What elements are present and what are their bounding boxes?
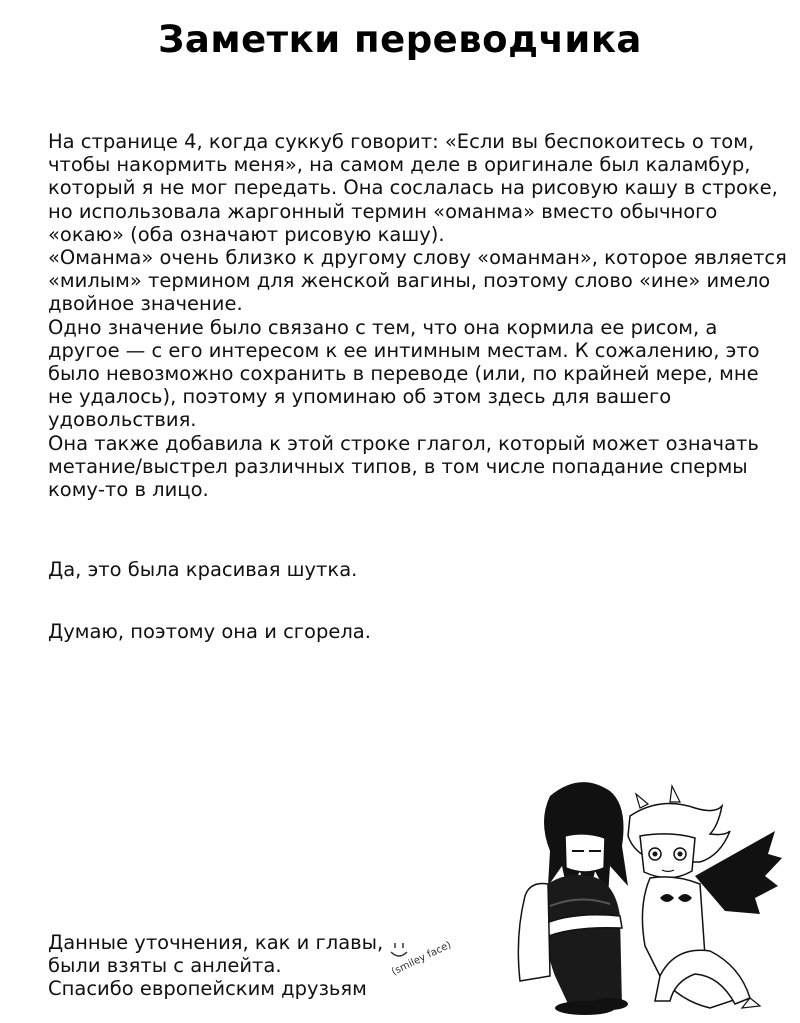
- note-paragraph-2: «Оманма» очень близко к другому слову «оманман», которое является «милым» термином для женской вагины, поэтому слово «ине» имело двойное значение.: [48, 246, 787, 316]
- note-paragraph-4: Она также добавила к этой строке глагол, который может означать метание/выстрел различных типов, в том числе попадание спермы кому-то в лицо.: [48, 431, 759, 502]
- footer-credits: [48, 931, 383, 1001]
- joke-line: Да, это была красивая шутка.: [48, 558, 358, 581]
- footer-line-1: Данные уточнения, как и главы,: [48, 931, 384, 954]
- smiley-face-label: (smiley face): [390, 939, 454, 978]
- footer-line-3: Спасибо европейским друзьям: [48, 977, 367, 1001]
- dark-legs-shape: [544, 875, 622, 1008]
- footer-line-2: были взяты с анлейта.: [48, 954, 282, 978]
- notes-body: [48, 130, 788, 501]
- note-paragraph-1: На странице 4, когда суккуб говорит: «Если вы беспокоитесь о том, чтобы накормить меня», на самом деле в оригинале был каламбур, который я не мог передать. Она сослалась на рисовую кашу в строке, но использовала жаргонный термин «оманма» вместо обычного «окаю» (оба означают рисовую кашу).: [48, 130, 778, 246]
- page-title: Заметки переводчика: [158, 18, 642, 61]
- note-paragraph-3: Одно значение было связано с тем, что она кормила ее рисом, а другое — с его интересом к ее интимным местам. К сожалению, это было невозможно сохранить в переводе (или, по крайней мере, мне не удалось), поэтому я упоминаю об этом здесь для вашего удовольствия.: [48, 315, 760, 432]
- characters-illustration: [510, 776, 785, 1016]
- think-line: Думаю, поэтому она и сгорела.: [48, 620, 371, 643]
